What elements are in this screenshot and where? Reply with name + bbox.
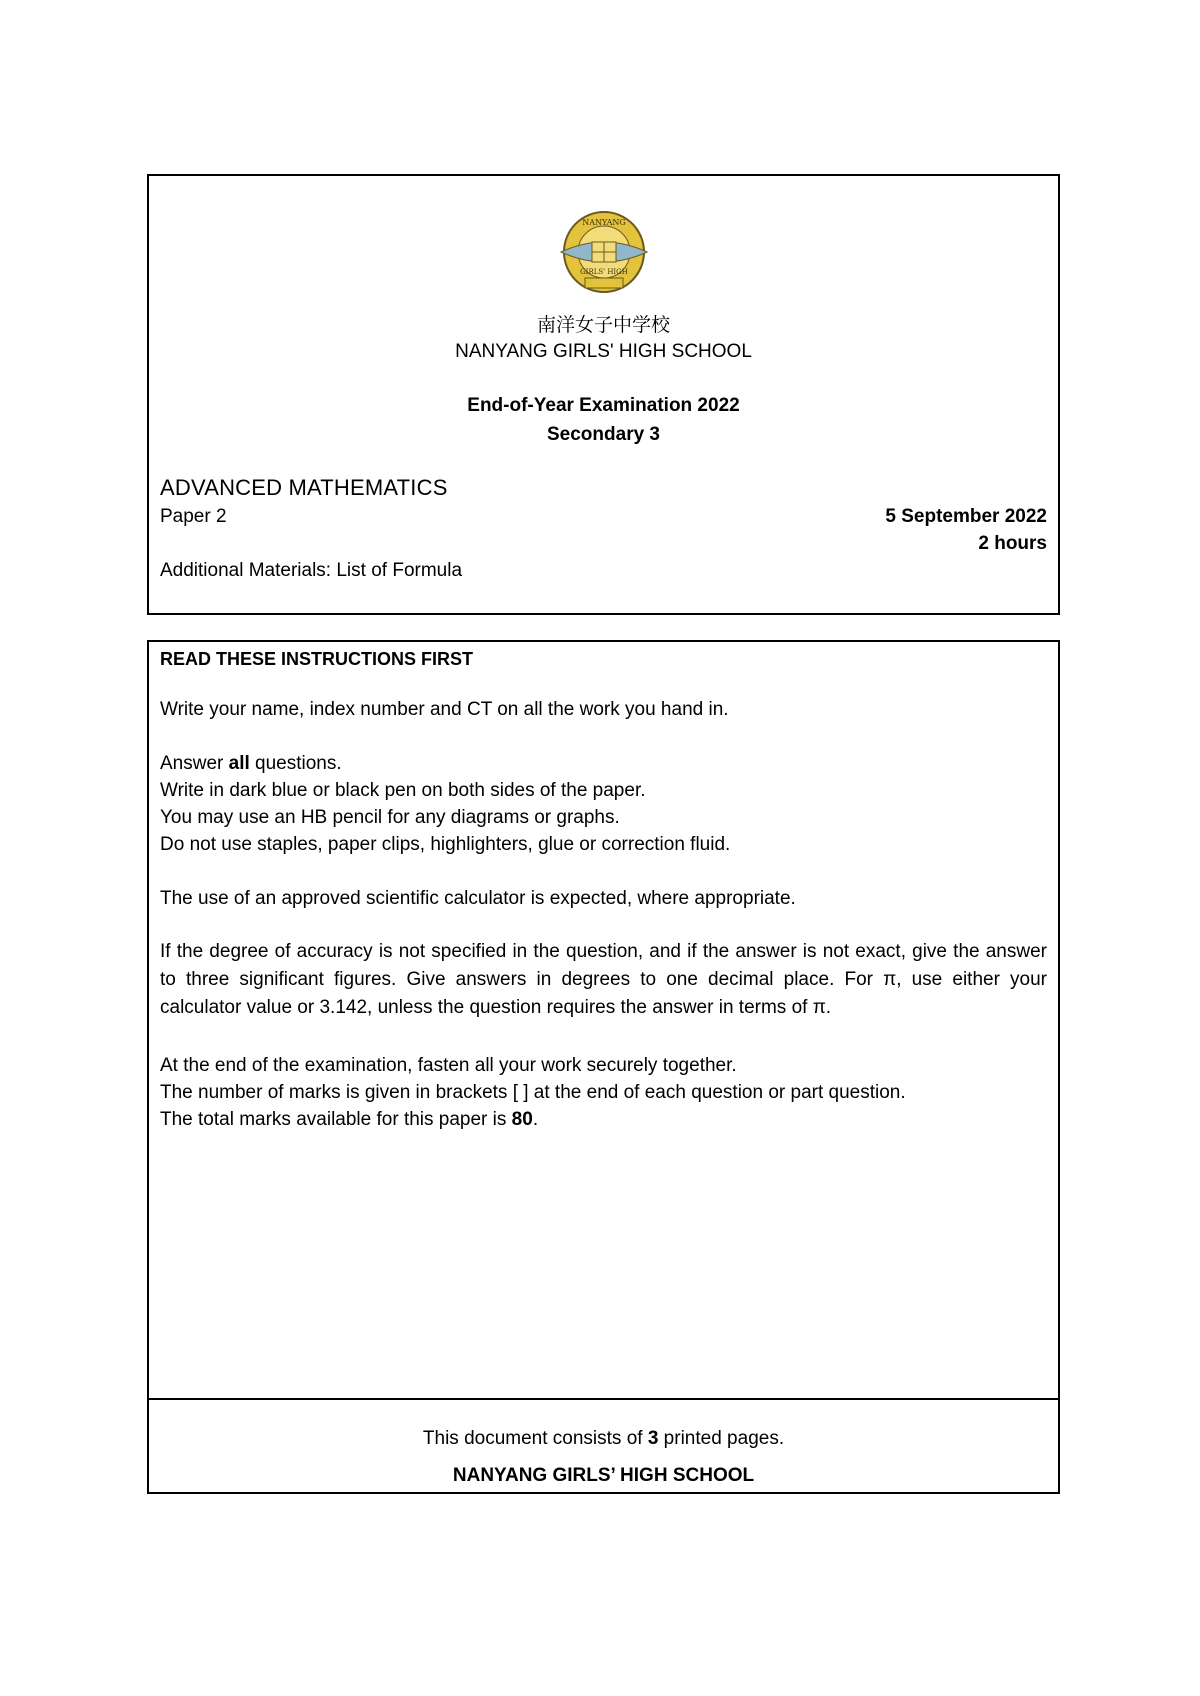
instruction-pencil-line: You may use an HB pencil for any diagrams or graphs.: [160, 807, 620, 828]
total-suffix: .: [532, 1109, 539, 1130]
page-count-line: [149, 1428, 1058, 1450]
cover-header-box: [147, 174, 1060, 615]
exam-level: Secondary 3: [547, 424, 660, 445]
crest-text-bottom: GIRLS' HIGH: [580, 268, 628, 276]
instructions-heading: READ THESE INSTRUCTIONS FIRST: [160, 649, 474, 669]
school-crest-logo: [559, 210, 649, 294]
school-name-english: NANYANG GIRLS' HIGH SCHOOL: [455, 341, 752, 362]
instruction-accuracy-paragraph: If the degree of accuracy is not specified in the question, and if the answer is not exact, give the answer to three significant figures. Give answers in degrees to one decimal place. For π, use either your calculator value or 3.142, unless the question requires the answer in terms of π.: [160, 941, 1047, 1018]
instruction-fasten-line: At the end of the examination, fasten all your work securely together.: [160, 1055, 737, 1076]
pages-count: 3: [647, 1428, 659, 1449]
total-prefix: The total marks available for this paper is: [160, 1109, 512, 1130]
crest-text-top: NANYANG: [582, 218, 626, 227]
footer-school-name: NANYANG GIRLS’ HIGH SCHOOL: [452, 1465, 755, 1486]
exam-date: 5 September 2022: [885, 506, 1047, 527]
instruction-calculator-line: The use of an approved scientific calculator is expected, where appropriate.: [160, 888, 796, 909]
pages-prefix: This document consists of: [422, 1428, 648, 1449]
exam-title: End-of-Year Examination 2022: [467, 395, 740, 416]
total-marks-value: 80: [511, 1109, 533, 1130]
additional-materials: Additional Materials: List of Formula: [160, 560, 463, 581]
instruction-pen-line: Write in dark blue or black pen on both sides of the paper.: [160, 780, 646, 801]
subject-title: ADVANCED MATHEMATICS: [160, 475, 448, 500]
instruction-total-marks-line: [160, 1106, 1047, 1133]
pages-suffix: printed pages.: [658, 1428, 785, 1449]
instruction-staples-line: Do not use staples, paper clips, highlighters, glue or correction fluid.: [160, 834, 731, 855]
exam-duration: 2 hours: [978, 533, 1047, 554]
school-name-chinese: 南洋女子中学校: [536, 314, 670, 336]
instruction-answer-all: [160, 750, 1047, 777]
answer-suffix: questions.: [249, 753, 342, 774]
instruction-marks-line: The number of marks is given in brackets [ ] at the end of each question or part question.: [160, 1082, 906, 1103]
footer-divider: [149, 1398, 1058, 1400]
instructions-box: [147, 640, 1060, 1494]
answer-prefix: Answer: [160, 753, 229, 774]
instruction-name-line: Write your name, index number and CT on all the work you hand in.: [160, 699, 729, 720]
paper-number: Paper 2: [160, 506, 227, 527]
answer-all-emphasis: all: [228, 753, 250, 774]
